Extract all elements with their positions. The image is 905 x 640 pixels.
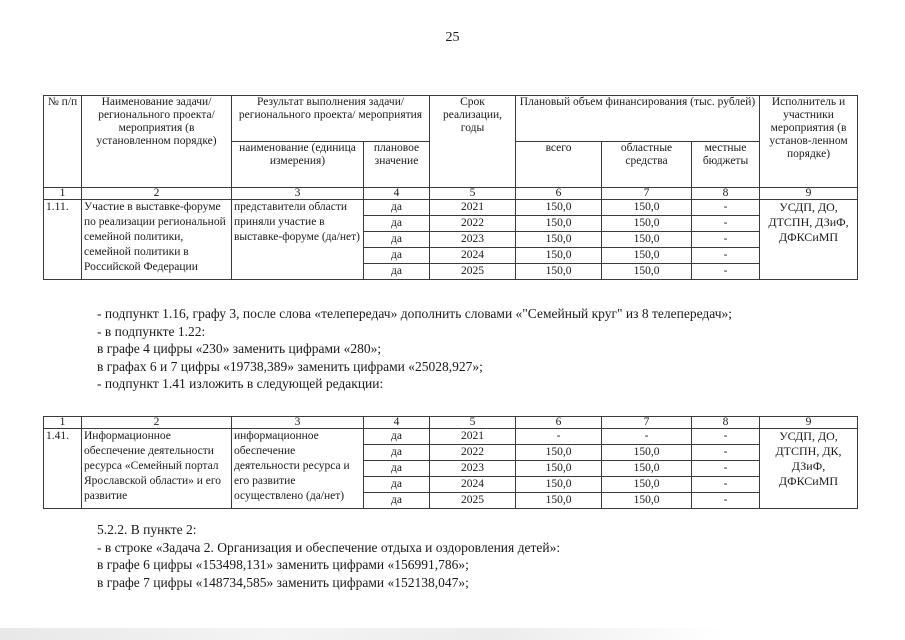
amendment-text-2	[97, 521, 560, 591]
plan-value: да	[364, 248, 430, 264]
page-number: 25	[445, 30, 460, 45]
year: 2024	[430, 248, 516, 264]
plan-value: да	[364, 493, 430, 509]
regional-value: -	[602, 429, 692, 445]
local-value: -	[692, 200, 760, 216]
header-total: всего	[516, 142, 602, 188]
year: 2021	[430, 200, 516, 216]
total-value: 150,0	[516, 232, 602, 248]
paragraph: в графе 4 цифры «230» заменить цифрами «280»;	[97, 341, 382, 356]
local-value: -	[692, 216, 760, 232]
year: 2025	[430, 493, 516, 509]
year: 2022	[430, 445, 516, 461]
year: 2023	[430, 461, 516, 477]
regional-value: 150,0	[602, 493, 692, 509]
local-value: -	[692, 429, 760, 445]
paragraph: - подпункт 1.41 изложить в следующей редакции:	[97, 376, 384, 391]
col-number: 5	[430, 188, 516, 200]
col-number: 9	[760, 417, 858, 429]
total-value: 150,0	[516, 461, 602, 477]
total-value: -	[516, 429, 602, 445]
paragraph: в графе 6 цифры «153498,131» заменить цифрами «156991,786»;	[97, 557, 469, 572]
col-number: 2	[82, 188, 232, 200]
year: 2021	[430, 429, 516, 445]
total-value: 150,0	[516, 493, 602, 509]
total-value: 150,0	[516, 216, 602, 232]
regional-value: 150,0	[602, 200, 692, 216]
local-value: -	[692, 477, 760, 493]
col-number: 2	[82, 417, 232, 429]
regional-value: 150,0	[602, 248, 692, 264]
header-term: Срок реализации, годы	[430, 96, 516, 188]
col-number: 7	[602, 417, 692, 429]
header-local: местные бюджеты	[692, 142, 760, 188]
year: 2022	[430, 216, 516, 232]
col-number: 8	[692, 188, 760, 200]
paragraph: 5.2.2. В пункте 2:	[97, 522, 197, 537]
scan-edge	[0, 628, 905, 640]
regional-value: 150,0	[602, 216, 692, 232]
item-number: 1.11.	[44, 200, 82, 280]
plan-value: да	[364, 445, 430, 461]
header-num: № п/п	[44, 96, 82, 188]
paragraph: в графе 7 цифры «148734,585» заменить цифрами «152138,047»;	[97, 574, 469, 590]
col-number: 1	[44, 417, 82, 429]
header-result-plan: плановое значение	[364, 142, 430, 188]
year: 2025	[430, 264, 516, 280]
local-value: -	[692, 264, 760, 280]
header-name: Наименование задачи/ регионального проекта/ мероприятия (в установленном порядке)	[82, 96, 232, 188]
plan-value: да	[364, 461, 430, 477]
col-number: 4	[364, 417, 430, 429]
total-value: 150,0	[516, 477, 602, 493]
plan-value: да	[364, 264, 430, 280]
total-value: 150,0	[516, 200, 602, 216]
item-name: Информационное обеспечение деятельности ресурса «Семейный портал Ярославской области» и его развитие	[82, 429, 232, 509]
paragraph: в графах 6 и 7 цифры «19738,389» заменить цифрами «25028,927»;	[97, 358, 483, 374]
paragraph: - в подпункте 1.22:	[97, 323, 206, 339]
year: 2024	[430, 477, 516, 493]
plan-value: да	[364, 232, 430, 248]
regional-value: 150,0	[602, 232, 692, 248]
header-result: Результат выполнения задачи/ регионального проекта/ мероприятия	[232, 96, 430, 142]
plan-value: да	[364, 429, 430, 445]
total-value: 150,0	[516, 248, 602, 264]
result-name: представители области приняли участие в выставке-форуме (да/нет)	[232, 200, 364, 280]
regional-value: 150,0	[602, 264, 692, 280]
col-number: 3	[232, 188, 364, 200]
item-name: Участие в выставке-форуме по реализации региональной семейной политики, семейной политики в Российской Федерации	[82, 200, 232, 280]
plan-value: да	[364, 216, 430, 232]
year: 2023	[430, 232, 516, 248]
executor: УСДП, ДО, ДТСПН, ДК, ДЗиФ, ДФКСиМП	[760, 429, 858, 509]
header-regional: областные средства	[602, 142, 692, 188]
local-value: -	[692, 461, 760, 477]
item-number: 1.41.	[44, 429, 82, 509]
col-number: 9	[760, 188, 858, 200]
col-number: 1	[44, 188, 82, 200]
amendment-text-1	[97, 305, 732, 393]
plan-value: да	[364, 477, 430, 493]
local-value: -	[692, 248, 760, 264]
local-value: -	[692, 232, 760, 248]
header-funding: Плановый объем финансирования (тыс. рублей)	[516, 96, 760, 142]
result-name: информационное обеспечение деятельности ресурса и его развитие осуществлено (да/нет)	[232, 429, 364, 509]
col-number: 6	[516, 417, 602, 429]
total-value: 150,0	[516, 264, 602, 280]
regional-value: 150,0	[602, 445, 692, 461]
paragraph: - подпункт 1.16, графу 3, после слова «телепередач» дополнить словами «"Семейный круг" из 8 телепередач»;	[97, 306, 732, 321]
header-executor: Исполнитель и участники мероприятия (в установ-ленном порядке)	[760, 96, 858, 188]
col-number: 4	[364, 188, 430, 200]
col-number: 6	[516, 188, 602, 200]
col-number: 5	[430, 417, 516, 429]
financing-table-1	[43, 95, 858, 280]
financing-table-2	[43, 416, 858, 509]
local-value: -	[692, 493, 760, 509]
col-number: 7	[602, 188, 692, 200]
regional-value: 150,0	[602, 461, 692, 477]
local-value: -	[692, 445, 760, 461]
header-result-name: наименование (единица измерения)	[232, 142, 364, 188]
executor: УСДП, ДО, ДТСПН, ДЗиФ, ДФКСиМП	[760, 200, 858, 280]
regional-value: 150,0	[602, 477, 692, 493]
plan-value: да	[364, 200, 430, 216]
col-number: 3	[232, 417, 364, 429]
total-value: 150,0	[516, 445, 602, 461]
col-number: 8	[692, 417, 760, 429]
paragraph: - в строке «Задача 2. Организация и обеспечение отдыха и оздоровления детей»:	[97, 539, 561, 555]
